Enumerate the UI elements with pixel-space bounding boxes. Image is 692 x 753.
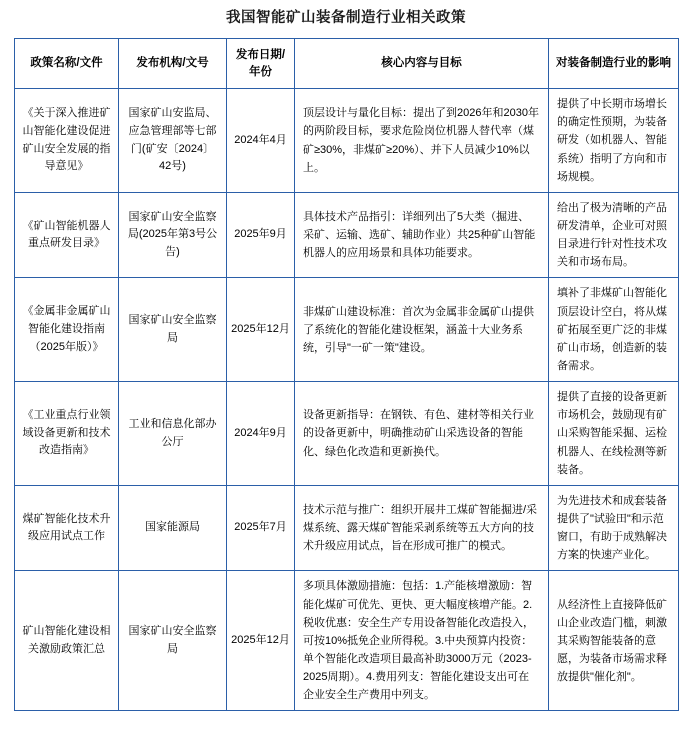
column-header-policy-name: 政策名称/文件 (15, 38, 119, 88)
cell-policy-name: 煤矿智能化技术升级应用试点工作 (15, 485, 119, 571)
column-header-issuing-org: 发布机构/文号 (119, 38, 227, 88)
cell-issue-date: 2024年9月 (227, 382, 295, 486)
table-row (15, 571, 679, 711)
cell-issuing-org: 国家矿山安全监察局 (119, 278, 227, 382)
cell-issuing-org: 工业和信息化部办公厅 (119, 382, 227, 486)
cell-core-content: 多项具体激励措施：包括：1.产能核增激励：智能化煤矿可优先、更快、更大幅度核增产能。2.税收优惠：安全生产专用设备智能化改造投入，可按10%抵免企业所得税。3.中央预算内投资：单个智能化改造项目最高补助3000万元（2023-2025周期）。4.费用列支：智能化建设支出可在企业安全生产费用中列支。 (295, 571, 549, 711)
cell-industry-impact: 给出了极为清晰的产品研发清单，企业可对照目录进行针对性技术攻关和市场布局。 (549, 192, 679, 278)
cell-policy-name: 《金属非金属矿山智能化建设指南（2025年版）》 (15, 278, 119, 382)
column-header-core-content: 核心内容与目标 (295, 38, 549, 88)
table-row (15, 278, 679, 382)
cell-policy-name: 《关于深入推进矿山智能化建设促进矿山安全发展的指导意见》 (15, 89, 119, 193)
cell-industry-impact: 为先进技术和成套装备提供了"试验田"和示范窗口，有助于成熟解决方案的快速产业化。 (549, 485, 679, 571)
page-title: 我国智能矿山装备制造行业相关政策 (226, 10, 466, 26)
cell-issue-date: 2024年4月 (227, 89, 295, 193)
policy-table (14, 38, 679, 712)
cell-issue-date: 2025年7月 (227, 485, 295, 571)
cell-core-content: 顶层设计与量化目标：提出了到2026年和2030年的两阶段目标，要求危险岗位机器人替代率（煤矿≥30%，非煤矿≥20%）、并下人员减少10%以上。 (295, 89, 549, 193)
table-row (15, 89, 679, 193)
cell-issue-date: 2025年9月 (227, 192, 295, 278)
cell-core-content: 技术示范与推广：组织开展井工煤矿智能掘进/采煤系统、露天煤矿智能采剥系统等五大方向的技术升级应用试点，旨在形成可推广的模式。 (295, 485, 549, 571)
cell-policy-name: 矿山智能化建设相关激励政策汇总 (15, 571, 119, 711)
cell-policy-name: 《矿山智能机器人重点研发目录》 (15, 192, 119, 278)
cell-industry-impact: 填补了非煤矿山智能化顶层设计空白，将从煤矿拓展至更广泛的非煤矿山市场，创造新的装备需求。 (549, 278, 679, 382)
cell-issue-date: 2025年12月 (227, 278, 295, 382)
cell-core-content: 设备更新指导：在钢铁、有色、建材等相关行业的设备更新中，明确推动矿山采选设备的智能化、绿色化改造和更新换代。 (295, 382, 549, 486)
cell-industry-impact: 从经济性上直接降低矿山企业改造门槛，刺激其采购智能装备的意愿，为装备市场需求释放提供"催化剂"。 (549, 571, 679, 711)
table-header-row (15, 38, 679, 88)
cell-issuing-org: 国家矿山安监局、应急管理部等七部门(矿安〔2024〕42号) (119, 89, 227, 193)
cell-core-content: 非煤矿山建设标准：首次为金属非金属矿山提供了系统化的智能化建设框架，涵盖十大业务系统，引导"一矿一策"建设。 (295, 278, 549, 382)
cell-issuing-org: 国家能源局 (119, 485, 227, 571)
column-header-issue-date: 发布日期/年份 (227, 38, 295, 88)
table-row (15, 382, 679, 486)
cell-core-content: 具体技术产品指引：详细列出了5大类（掘进、采矿、运输、选矿、辅助作业）共25种矿山智能机器人的应用场景和具体功能要求。 (295, 192, 549, 278)
column-header-industry-impact: 对装备制造行业的影响 (549, 38, 679, 88)
cell-policy-name: 《工业重点行业领域设备更新和技术改造指南》 (15, 382, 119, 486)
cell-issue-date: 2025年12月 (227, 571, 295, 711)
cell-issuing-org: 国家矿山安全监察局 (119, 571, 227, 711)
cell-industry-impact: 提供了中长期市场增长的确定性预期，为装备研发（如机器人、智能系统）指明了方向和市场规模。 (549, 89, 679, 193)
cell-industry-impact: 提供了直接的设备更新市场机会，鼓励现有矿山采购智能采掘、运检机器人、在线检测等新装备。 (549, 382, 679, 486)
cell-issuing-org: 国家矿山安全监察局(2025年第3号公告) (119, 192, 227, 278)
table-row (15, 485, 679, 571)
table-row (15, 192, 679, 278)
